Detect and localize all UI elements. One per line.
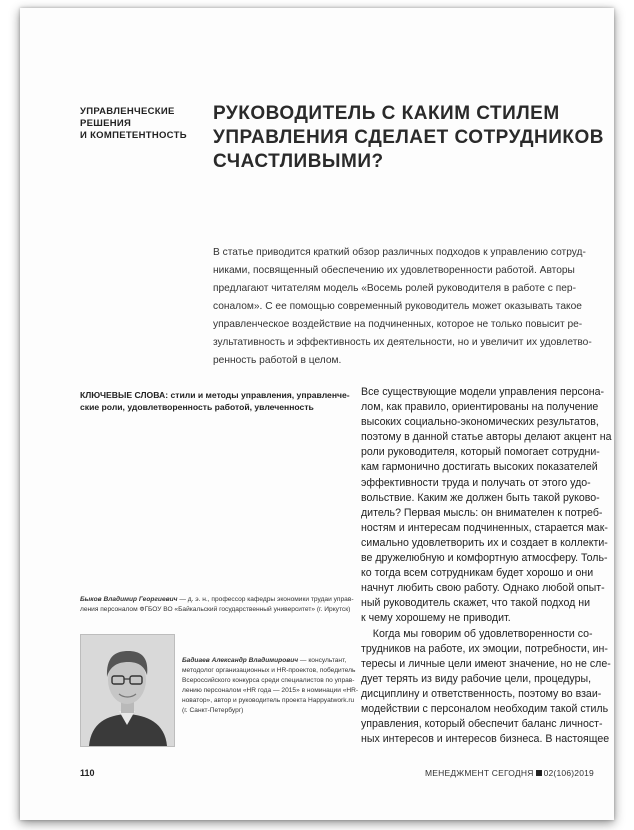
article-title	[213, 102, 604, 174]
author-bio-text: — д. э. н., профессор кафедры экономики трудаи управ-	[177, 596, 354, 603]
abstract-line: управленческое воздействие на подчиненных, которое не только повысит ре-	[213, 319, 583, 330]
body-line: Все существующие модели управления персона-	[361, 386, 605, 398]
body-line: ностям и интересам подчиненных, старается мак-	[361, 521, 608, 534]
body-line: управления, который обеспечит баланс личност-	[361, 718, 603, 731]
keywords	[80, 389, 350, 413]
abstract-line: зультативность и эффективность их деятельности, но и увеличит их удовлетво-	[213, 337, 592, 348]
journal-name: МЕНЕДЖМЕНТ СЕГОДНЯ	[424, 768, 534, 778]
body-line: начнут любить свою работу. Однако любой опыт-	[361, 582, 605, 595]
author-name: Бадиаев Александр Владимирович	[182, 657, 299, 664]
author-bio-text: (г. Санкт-Петербург)	[182, 707, 244, 714]
abstract-line: ренность работой в целом.	[213, 355, 342, 366]
section-line: УПРАВЛЕНЧЕСКИЕ	[80, 106, 175, 117]
body-line: вольствие. Каким же должен быть такой руково-	[361, 491, 600, 504]
author-bio-text: Всероссийского конкурса среди специалистов по управ-	[182, 677, 355, 684]
abstract-line: соналом». С ее помощью современный руководитель может оказывать такое	[213, 301, 582, 312]
body-line: модействии с персоналом необходим такой стиль	[361, 702, 609, 715]
body-line: ных интересов и интересов бизнеса. В настоящее	[361, 733, 610, 746]
journal-page	[20, 8, 614, 820]
section-line: РЕШЕНИЯ	[80, 118, 132, 129]
body-line: Когда мы говорим об удовлетворенности со-	[361, 627, 593, 640]
section-heading	[80, 106, 190, 142]
body-line: кам гармонично достигать высоких показателей	[361, 461, 598, 474]
body-line: ный руководитель скажет, что такой подход ни	[361, 597, 590, 610]
article-body	[361, 385, 612, 747]
keywords-line: КЛЮЧЕВЫЕ СЛОВА: стили и методы управления, управленче-	[80, 390, 350, 400]
abstract-line: предлагают читателям модель «Восемь ролей руководителя в работе с пер-	[213, 283, 576, 294]
body-line: дисциплину и ответственность, поэтому во взаи-	[361, 687, 602, 700]
author-bio-text: методолог организационных и HR-проектов, победитель	[182, 667, 356, 674]
square-separator-icon	[536, 770, 542, 776]
keywords-line: ские роли, удовлетворенность работой, увлеченность	[80, 402, 314, 412]
body-line: к чему хорошему не приводит.	[361, 612, 511, 625]
abstract-line: никами, посвященный обеспечению их удовлетворенности работой. Авторы	[213, 265, 575, 276]
author-bio-text: — консультант,	[298, 657, 347, 664]
body-line: дует терять из виду рабочие цели, процедуры,	[361, 672, 592, 685]
journal-issue: 02(106)2019	[543, 768, 594, 778]
body-line: роли руководителя, который помогает сотрудни-	[361, 446, 600, 459]
author-photo	[80, 634, 175, 747]
body-line: тересы и личные цели имеют значение, но не сле-	[361, 657, 611, 670]
body-line: ко тогда всем сотрудникам будет хорошо и они	[361, 567, 594, 580]
body-line: высоких социально-экономических результатов,	[361, 416, 599, 429]
title-line: СЧАСТЛИВЫМИ?	[213, 151, 384, 172]
body-line: дитель? Первая мысль: он внимателен к потреб-	[361, 506, 603, 519]
article-abstract	[213, 244, 598, 370]
body-line: трудников на работе, их эмоции, потребности, ин-	[361, 642, 608, 655]
body-line: ве дружелюбную и комфортную атмосферу. Толь-	[361, 552, 608, 565]
body-line: поэтому в данной статье авторы делают акцент на	[361, 431, 612, 444]
author-bio-text: лению персоналом «HR года — 2015» в номинации «HR-	[182, 687, 359, 694]
title-line: УПРАВЛЕНИЯ СДЕЛАЕТ СОТРУДНИКОВ	[213, 127, 604, 148]
author-name: Быков Владимир Георгиевич	[80, 596, 178, 603]
body-line: лом, как правило, ориентированы на получение	[361, 401, 599, 414]
title-line: РУКОВОДИТЕЛЬ С КАКИМ СТИЛЕМ	[213, 103, 560, 124]
author-portrait-image	[81, 635, 174, 746]
abstract-line: В статье приводится краткий обзор различных подходов к управлению сотруд-	[213, 247, 586, 258]
author-bio-badiaev	[182, 656, 359, 716]
body-line: симально удовлетворить их и создает в коллекти-	[361, 536, 608, 549]
page-number: 110	[80, 768, 95, 778]
author-bio-text: ления персоналом ФГБОУ ВО «Байкальский государственный университет» (г. Иркутск)	[80, 606, 351, 613]
author-bio-bykov	[80, 595, 354, 615]
body-line: эффективности труда и получать от этого удо-	[361, 476, 591, 489]
journal-footer	[425, 768, 594, 778]
author-bio-text: новатор», автор и руководитель проекта Happyatwork.ru	[182, 697, 355, 704]
section-line: И КОМПЕТЕНТНОСТЬ	[80, 130, 187, 141]
